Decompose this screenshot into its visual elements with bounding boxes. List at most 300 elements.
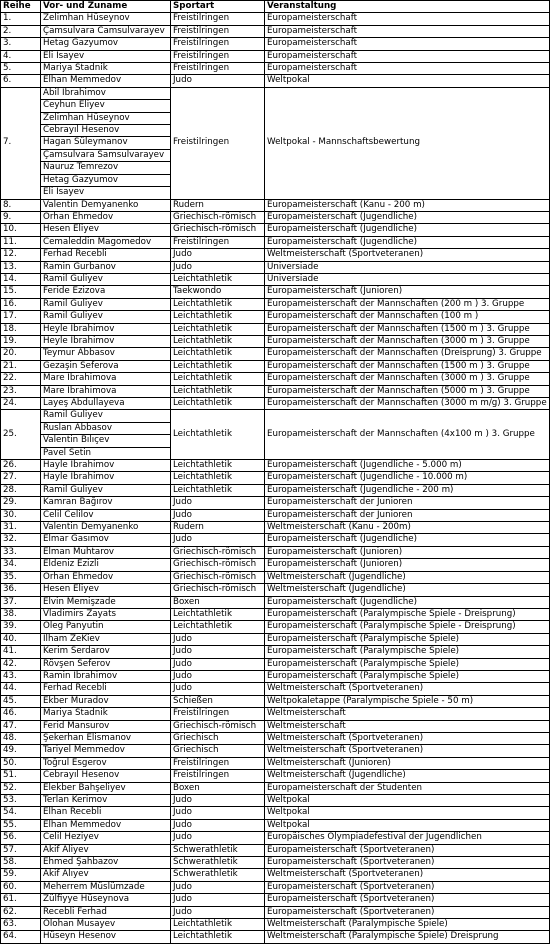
sport-cell: Leichtathletik bbox=[171, 360, 265, 372]
athlete-name: Zelimhan Hüseynov bbox=[41, 112, 171, 124]
table-row bbox=[1, 298, 550, 310]
sport-cell: Freistilringen bbox=[171, 757, 265, 769]
sport-cell: Griechisch-römisch bbox=[171, 224, 265, 236]
athlete-name: Ferid Mansurov bbox=[41, 720, 171, 732]
athlete-name: Cebrayıl Hesenov bbox=[41, 770, 171, 782]
table-row bbox=[1, 658, 550, 670]
table-row bbox=[1, 894, 550, 906]
table-row bbox=[1, 261, 550, 273]
event-cell: Weltpokal - Mannschaftsbewertung bbox=[265, 87, 550, 199]
row-number: 4. bbox=[1, 50, 41, 62]
table-row bbox=[1, 782, 550, 794]
row-number: 46. bbox=[1, 708, 41, 720]
athlete-name: Hetag Gazyumov bbox=[41, 174, 171, 186]
row-number: 15. bbox=[1, 286, 41, 298]
row-number: 50. bbox=[1, 757, 41, 769]
table-row bbox=[1, 608, 550, 620]
row-number: 49. bbox=[1, 745, 41, 757]
row-number: 8. bbox=[1, 199, 41, 211]
row-number: 51. bbox=[1, 770, 41, 782]
row-number: 62. bbox=[1, 906, 41, 918]
event-cell: Europameisterschaft der Mannschaften (3000 m ) 3. Gruppe bbox=[265, 373, 550, 385]
athlete-name: Nauruz Temrezov bbox=[41, 162, 171, 174]
event-cell: Weltmeisterschaft (Paralympische Spiele) Dreisprung bbox=[265, 931, 550, 943]
sport-cell: Judo bbox=[171, 509, 265, 521]
athlete-name: Elmar Gasımov bbox=[41, 534, 171, 546]
table-row bbox=[1, 683, 550, 695]
athlete-name: Orhan Ehmedov bbox=[41, 571, 171, 583]
sport-cell: Judo bbox=[171, 261, 265, 273]
event-cell: Weltpokal bbox=[265, 795, 550, 807]
athlete-name: Eli İsayev bbox=[41, 50, 171, 62]
athlete-name: Teymur Abbasov bbox=[41, 348, 171, 360]
table-row bbox=[1, 757, 550, 769]
event-cell: Weltmeisterschaft (Sportveteranen) bbox=[265, 732, 550, 744]
table-row bbox=[1, 807, 550, 819]
event-cell: Europameisterschaft bbox=[265, 38, 550, 50]
athlete-name: Meherrem Müslümzade bbox=[41, 881, 171, 893]
table-row bbox=[1, 211, 550, 223]
table-row bbox=[1, 75, 550, 87]
row-number: 20. bbox=[1, 348, 41, 360]
event-cell: Europameisterschaft der Studenten bbox=[265, 782, 550, 794]
sport-cell: Leichtathletik bbox=[171, 460, 265, 472]
athlete-name: Mariya Stadnik bbox=[41, 708, 171, 720]
athlete-name: Toğrul Esgerov bbox=[41, 757, 171, 769]
athlete-name: Valentin Bılıçev bbox=[41, 435, 171, 447]
athlete-name: Kamran Bağırov bbox=[41, 497, 171, 509]
sport-cell: Freistilringen bbox=[171, 63, 265, 75]
athlete-name: Valentin Demyanenko bbox=[41, 199, 171, 211]
athlete-name: İlham ZeKiev bbox=[41, 633, 171, 645]
header-sportart: Sportart bbox=[171, 1, 265, 13]
sport-cell: Freistilringen bbox=[171, 13, 265, 25]
athlete-name: Hüseyn Hesenov bbox=[41, 931, 171, 943]
event-cell: Europameisterschaft der Junioren bbox=[265, 497, 550, 509]
event-cell: Weltmeisterschaft (Sportveteranen) bbox=[265, 249, 550, 261]
table-row bbox=[1, 708, 550, 720]
table-row bbox=[1, 385, 550, 397]
athlete-name: Zelimhan Hüseynov bbox=[41, 13, 171, 25]
table-row bbox=[1, 881, 550, 893]
row-number: 58. bbox=[1, 857, 41, 869]
event-cell: Europameisterschaft (Jugendliche - 10.000 m) bbox=[265, 472, 550, 484]
row-number: 30. bbox=[1, 509, 41, 521]
event-cell: Weltpokaletappe (Paralympische Spiele - 50 m) bbox=[265, 695, 550, 707]
event-cell: Weltmeisterschaft (Sportveteranen) bbox=[265, 869, 550, 881]
sport-cell: Judo bbox=[171, 807, 265, 819]
athlete-name: Ramin İbrahimov bbox=[41, 670, 171, 682]
row-number: 61. bbox=[1, 894, 41, 906]
athlete-name: Zülfiyye Hüseynova bbox=[41, 894, 171, 906]
table-row bbox=[1, 360, 550, 372]
sport-cell: Judo bbox=[171, 497, 265, 509]
athlete-name: Celil Heziyev bbox=[41, 832, 171, 844]
athlete-name: Vladimirs Zayats bbox=[41, 608, 171, 620]
athlete-name: Abil İbrahimov bbox=[41, 87, 171, 99]
athlete-name: Ceyhun Eliyev bbox=[41, 100, 171, 112]
row-number: 37. bbox=[1, 596, 41, 608]
sport-cell: Judo bbox=[171, 249, 265, 261]
sport-cell: Leichtathletik bbox=[171, 398, 265, 410]
athlete-name: Ramil Guliyev bbox=[41, 298, 171, 310]
row-number: 3. bbox=[1, 38, 41, 50]
event-cell: Europameisterschaft (Paralympische Spiele) bbox=[265, 646, 550, 658]
sport-cell: Freistilringen bbox=[171, 708, 265, 720]
row-number: 27. bbox=[1, 472, 41, 484]
table-row bbox=[1, 745, 550, 757]
row-number: 5. bbox=[1, 63, 41, 75]
athlete-name: Mare İbrahimova bbox=[41, 385, 171, 397]
event-cell: Europameisterschaft der Mannschaften (100 m ) bbox=[265, 311, 550, 323]
row-number: 47. bbox=[1, 720, 41, 732]
sport-cell: Freistilringen bbox=[171, 770, 265, 782]
header-veranstaltung: Veranstaltung bbox=[265, 1, 550, 13]
sport-cell: Griechisch-römisch bbox=[171, 211, 265, 223]
header-name: Vor- und Zuname bbox=[41, 1, 171, 13]
row-number: 33. bbox=[1, 546, 41, 558]
event-cell: Universiade bbox=[265, 273, 550, 285]
table-row bbox=[1, 224, 550, 236]
row-number: 25. bbox=[1, 410, 41, 460]
sport-cell: Leichtathletik bbox=[171, 919, 265, 931]
row-number: 6. bbox=[1, 75, 41, 87]
table-body bbox=[1, 13, 550, 943]
row-number: 11. bbox=[1, 236, 41, 248]
row-number: 60. bbox=[1, 881, 41, 893]
sport-cell: Judo bbox=[171, 658, 265, 670]
sport-cell: Judo bbox=[171, 683, 265, 695]
athlete-name: Hagan Süleymanov bbox=[41, 137, 171, 149]
sport-cell: Schwerathletik bbox=[171, 844, 265, 856]
athlete-name: Ekber Muradov bbox=[41, 695, 171, 707]
row-number: 57. bbox=[1, 844, 41, 856]
sport-cell: Griechisch-römisch bbox=[171, 559, 265, 571]
table-row bbox=[1, 373, 550, 385]
row-number: 34. bbox=[1, 559, 41, 571]
table-row bbox=[1, 348, 550, 360]
sport-cell: Boxen bbox=[171, 596, 265, 608]
table-row bbox=[1, 522, 550, 534]
event-cell: Weltpokal bbox=[265, 819, 550, 831]
table-row bbox=[1, 857, 550, 869]
athlete-name: Ruslan Abbasov bbox=[41, 422, 171, 434]
row-number: 21. bbox=[1, 360, 41, 372]
row-number: 41. bbox=[1, 646, 41, 658]
event-cell: Weltmeisterschaft (Jugendliche) bbox=[265, 571, 550, 583]
sport-cell: Leichtathletik bbox=[171, 931, 265, 943]
event-cell: Europameisterschaft (Jugendliche - 5.000 m) bbox=[265, 460, 550, 472]
athlete-name: Hesen Eliyev bbox=[41, 584, 171, 596]
row-number: 29. bbox=[1, 497, 41, 509]
event-cell: Weltmeisterschaft (Jugendliche) bbox=[265, 770, 550, 782]
table-row bbox=[1, 323, 550, 335]
row-number: 42. bbox=[1, 658, 41, 670]
event-cell: Weltmeisterschaft bbox=[265, 708, 550, 720]
athlete-name: Terlan Kerimov bbox=[41, 795, 171, 807]
row-number: 35. bbox=[1, 571, 41, 583]
sport-cell: Freistilringen bbox=[171, 25, 265, 37]
event-cell: Europameisterschaft (Jugendliche) bbox=[265, 236, 550, 248]
sport-cell: Leichtathletik bbox=[171, 298, 265, 310]
row-number: 2. bbox=[1, 25, 41, 37]
row-number: 52. bbox=[1, 782, 41, 794]
athlete-name: Akif Aliyev bbox=[41, 844, 171, 856]
table-row bbox=[1, 25, 550, 37]
table-row bbox=[1, 335, 550, 347]
athlete-name: Cemaleddin Magomedov bbox=[41, 236, 171, 248]
row-number: 31. bbox=[1, 522, 41, 534]
athlete-name: Feride Ezizova bbox=[41, 286, 171, 298]
event-cell: Europameisterschaft (Sportveteranen) bbox=[265, 894, 550, 906]
row-number: 38. bbox=[1, 608, 41, 620]
event-cell: Europameisterschaft (Jugendliche) bbox=[265, 211, 550, 223]
header-reihe: Reihe bbox=[1, 1, 41, 13]
sport-cell: Rudern bbox=[171, 199, 265, 211]
event-cell: Europameisterschaft (Kanu - 200 m) bbox=[265, 199, 550, 211]
table-row bbox=[1, 559, 550, 571]
event-cell: Weltmeisterschaft (Kanu - 200m) bbox=[265, 522, 550, 534]
event-cell: Europameisterschaft der Mannschaften (1500 m ) 3. Gruppe bbox=[265, 360, 550, 372]
sport-cell: Freistilringen bbox=[171, 87, 265, 199]
event-cell: Weltpokal bbox=[265, 807, 550, 819]
athlete-name: Rövşen Seferov bbox=[41, 658, 171, 670]
table-row bbox=[1, 87, 550, 99]
table-row bbox=[1, 509, 550, 521]
event-cell: Europameisterschaft der Mannschaften (Dreisprung) 3. Gruppe bbox=[265, 348, 550, 360]
athlete-name: Hesen Eliyev bbox=[41, 224, 171, 236]
athlete-name: Valentin Demyanenko bbox=[41, 522, 171, 534]
event-cell: Europameisterschaft der Junioren bbox=[265, 509, 550, 521]
athlete-name: Layeş Abdullayeva bbox=[41, 398, 171, 410]
sport-cell: Griechisch bbox=[171, 732, 265, 744]
athlete-name: Mariya Stadnik bbox=[41, 63, 171, 75]
table-row bbox=[1, 472, 550, 484]
sport-cell: Judo bbox=[171, 881, 265, 893]
row-number: 16. bbox=[1, 298, 41, 310]
row-number: 44. bbox=[1, 683, 41, 695]
athlete-name: Celil Celilov bbox=[41, 509, 171, 521]
table-row bbox=[1, 770, 550, 782]
table-row bbox=[1, 497, 550, 509]
athlete-name: Ramil Guliyev bbox=[41, 484, 171, 496]
athlete-name: Hetag Gazyumov bbox=[41, 38, 171, 50]
row-number: 40. bbox=[1, 633, 41, 645]
sport-cell: Freistilringen bbox=[171, 236, 265, 248]
sport-cell: Judo bbox=[171, 534, 265, 546]
sport-cell: Freistilringen bbox=[171, 50, 265, 62]
table-row bbox=[1, 410, 550, 422]
row-number: 45. bbox=[1, 695, 41, 707]
table-row bbox=[1, 844, 550, 856]
athlete-name: Çamsulvara Samsulvarayev bbox=[41, 149, 171, 161]
sport-cell: Judo bbox=[171, 906, 265, 918]
event-cell: Europameisterschaft der Mannschaften (3000 m ) 3. Gruppe bbox=[265, 335, 550, 347]
row-number: 56. bbox=[1, 832, 41, 844]
athlete-name: Heyle İbrahimov bbox=[41, 335, 171, 347]
table-row bbox=[1, 484, 550, 496]
event-cell: Weltmeisterschaft (Sportveteranen) bbox=[265, 745, 550, 757]
row-number: 19. bbox=[1, 335, 41, 347]
event-cell: Europameisterschaft bbox=[265, 50, 550, 62]
athlete-name: Gezaşin Seferova bbox=[41, 360, 171, 372]
row-number: 28. bbox=[1, 484, 41, 496]
event-cell: Europameisterschaft (Paralympische Spiele) bbox=[265, 658, 550, 670]
event-cell: Europameisterschaft der Mannschaften (5000 m ) 3. Gruppe bbox=[265, 385, 550, 397]
athlete-name: Ehmed Şahbazov bbox=[41, 857, 171, 869]
row-number: 10. bbox=[1, 224, 41, 236]
sport-cell: Griechisch-römisch bbox=[171, 584, 265, 596]
athlete-name: Ferhad Recebli bbox=[41, 683, 171, 695]
sport-cell: Judo bbox=[171, 646, 265, 658]
athlete-name: Şekerhan Elismanov bbox=[41, 732, 171, 744]
event-cell: Weltmeisterschaft (Paralympische Spiele) bbox=[265, 919, 550, 931]
table-row bbox=[1, 311, 550, 323]
athlete-name: Hayle İbrahimov bbox=[41, 472, 171, 484]
event-cell: Europameisterschaft bbox=[265, 25, 550, 37]
event-cell: Europäisches Olympiadefestival der Jugendlichen bbox=[265, 832, 550, 844]
table-row bbox=[1, 571, 550, 583]
sport-cell: Judo bbox=[171, 795, 265, 807]
athlete-name: Ramil Guliyev bbox=[41, 273, 171, 285]
athlete-name: Eldeniz Ezizli bbox=[41, 559, 171, 571]
event-cell: Europameisterschaft (Paralympische Spiele - Dreisprung) bbox=[265, 608, 550, 620]
athlete-name: Elman Muhtarov bbox=[41, 546, 171, 558]
sport-cell: Freistilringen bbox=[171, 38, 265, 50]
sport-cell: Leichtathletik bbox=[171, 608, 265, 620]
athlete-name: Ramil Guliyev bbox=[41, 410, 171, 422]
table-row bbox=[1, 63, 550, 75]
sport-cell: Judo bbox=[171, 819, 265, 831]
row-number: 55. bbox=[1, 819, 41, 831]
row-number: 64. bbox=[1, 931, 41, 943]
sport-cell: Leichtathletik bbox=[171, 472, 265, 484]
table-row bbox=[1, 906, 550, 918]
sport-cell: Schwerathletik bbox=[171, 869, 265, 881]
event-cell: Europameisterschaft (Jugendliche - 200 m) bbox=[265, 484, 550, 496]
event-cell: Europameisterschaft (Sportveteranen) bbox=[265, 857, 550, 869]
event-cell: Europameisterschaft der Mannschaften (4x100 m ) 3. Gruppe bbox=[265, 410, 550, 460]
table-row bbox=[1, 460, 550, 472]
row-number: 23. bbox=[1, 385, 41, 397]
event-cell: Europameisterschaft der Mannschaften (1500 m ) 3. Gruppe bbox=[265, 323, 550, 335]
event-cell: Europameisterschaft bbox=[265, 13, 550, 25]
table-row bbox=[1, 646, 550, 658]
sport-cell: Griechisch-römisch bbox=[171, 571, 265, 583]
table-row bbox=[1, 869, 550, 881]
sport-cell: Griechisch-römisch bbox=[171, 720, 265, 732]
sport-cell: Leichtathletik bbox=[171, 410, 265, 460]
sport-cell: Judo bbox=[171, 832, 265, 844]
sport-cell: Boxen bbox=[171, 782, 265, 794]
sport-cell: Leichtathletik bbox=[171, 348, 265, 360]
athlete-name: Orhan Ehmedov bbox=[41, 211, 171, 223]
table-row bbox=[1, 50, 550, 62]
row-number: 9. bbox=[1, 211, 41, 223]
event-cell: Europameisterschaft der Mannschaften (3000 m m/g) 3. Gruppe bbox=[265, 398, 550, 410]
row-number: 63. bbox=[1, 919, 41, 931]
table-row bbox=[1, 236, 550, 248]
athlete-name: Elhan Recebli bbox=[41, 807, 171, 819]
athlete-name: Çamsulvara Camsulvarayev bbox=[41, 25, 171, 37]
event-cell: Europameisterschaft (Jugendliche) bbox=[265, 596, 550, 608]
row-number: 32. bbox=[1, 534, 41, 546]
event-cell: Europameisterschaft (Jugendliche) bbox=[265, 534, 550, 546]
event-cell: Weltmeisterschaft (Junioren) bbox=[265, 757, 550, 769]
table-row bbox=[1, 398, 550, 410]
row-number: 43. bbox=[1, 670, 41, 682]
sport-cell: Schießen bbox=[171, 695, 265, 707]
athlete-name: Elvin Memişzade bbox=[41, 596, 171, 608]
table-row bbox=[1, 819, 550, 831]
table-row bbox=[1, 38, 550, 50]
sport-cell: Schwerathletik bbox=[171, 857, 265, 869]
sport-cell: Leichtathletik bbox=[171, 621, 265, 633]
row-number: 13. bbox=[1, 261, 41, 273]
event-cell: Weltmeisterschaft (Jugendliche) bbox=[265, 584, 550, 596]
row-number: 22. bbox=[1, 373, 41, 385]
athlete-name: Mare İbrahimova bbox=[41, 373, 171, 385]
athlete-name: Elhan Memmedov bbox=[41, 819, 171, 831]
table-row bbox=[1, 670, 550, 682]
event-cell: Europameisterschaft (Paralympische Spiele) bbox=[265, 633, 550, 645]
table-row bbox=[1, 199, 550, 211]
table-row bbox=[1, 13, 550, 25]
athlete-name: Heyle İbrahimov bbox=[41, 323, 171, 335]
table-row bbox=[1, 732, 550, 744]
athlete-name: Elekber Bahşeliyev bbox=[41, 782, 171, 794]
event-cell: Europameisterschaft (Paralympische Spiele) bbox=[265, 670, 550, 682]
sport-cell: Judo bbox=[171, 670, 265, 682]
table-row bbox=[1, 286, 550, 298]
sport-cell: Judo bbox=[171, 633, 265, 645]
event-cell: Europameisterschaft (Paralympische Spiele - Dreisprung) bbox=[265, 621, 550, 633]
athlete-name: Eli İsayev bbox=[41, 187, 171, 199]
table-row bbox=[1, 273, 550, 285]
table-row bbox=[1, 621, 550, 633]
row-number: 17. bbox=[1, 311, 41, 323]
row-number: 54. bbox=[1, 807, 41, 819]
table-row bbox=[1, 546, 550, 558]
row-number: 53. bbox=[1, 795, 41, 807]
row-number: 36. bbox=[1, 584, 41, 596]
event-cell: Europameisterschaft bbox=[265, 63, 550, 75]
sport-cell: Leichtathletik bbox=[171, 273, 265, 285]
athlete-name: Olohan Musayev bbox=[41, 919, 171, 931]
athlete-name: Akif Alıyev bbox=[41, 869, 171, 881]
row-number: 14. bbox=[1, 273, 41, 285]
sport-cell: Rudern bbox=[171, 522, 265, 534]
athlete-name: Ferhad Recebli bbox=[41, 249, 171, 261]
athlete-name: Elhan Memmedov bbox=[41, 75, 171, 87]
athlete-name: Pavel Setin bbox=[41, 447, 171, 459]
event-cell: Weltpokal bbox=[265, 75, 550, 87]
sport-cell: Griechisch-römisch bbox=[171, 546, 265, 558]
sport-cell: Leichtathletik bbox=[171, 484, 265, 496]
table-row bbox=[1, 919, 550, 931]
table-row bbox=[1, 720, 550, 732]
sport-cell: Leichtathletik bbox=[171, 311, 265, 323]
sport-cell: Leichtathletik bbox=[171, 335, 265, 347]
event-cell: Europameisterschaft (Junioren) bbox=[265, 559, 550, 571]
event-cell: Europameisterschaft (Sportveteranen) bbox=[265, 906, 550, 918]
table-row bbox=[1, 584, 550, 596]
table-row bbox=[1, 832, 550, 844]
athlete-name: Oleg Panyutin bbox=[41, 621, 171, 633]
athlete-name: Cebrayıl Hesenov bbox=[41, 125, 171, 137]
athlete-name: Ramin Gurbanov bbox=[41, 261, 171, 273]
table-row bbox=[1, 633, 550, 645]
